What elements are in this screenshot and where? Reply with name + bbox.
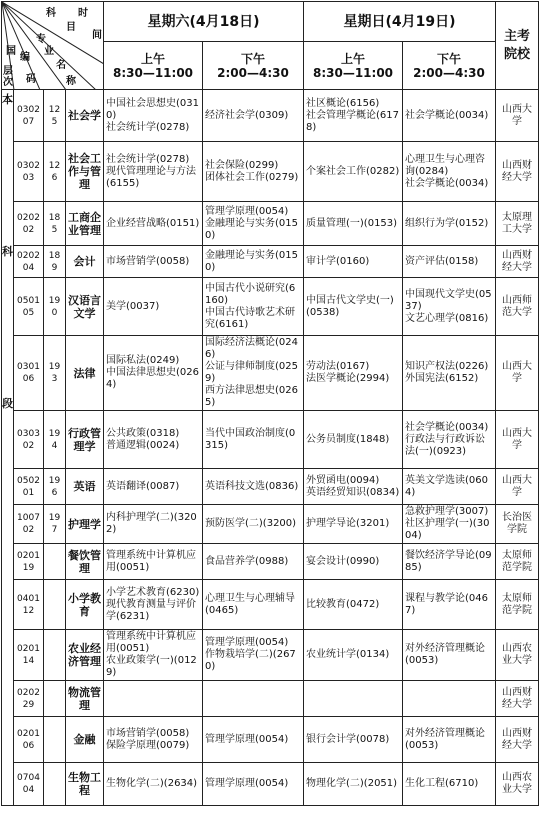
major-code-cell (44, 763, 66, 806)
table-row (2, 278, 539, 336)
course-cell (403, 580, 496, 630)
course-entry: 英美文学选读(0604) (405, 474, 488, 498)
course-cell (304, 142, 403, 202)
course-cell (104, 505, 203, 544)
course-entry: 知识产权法(0226) (405, 361, 489, 372)
university-cell: 山西大学 (496, 90, 539, 142)
major-code-cell: 185 (44, 202, 66, 246)
major-name-cell: 法律 (66, 336, 104, 411)
university-cell: 山西财经大学 (496, 681, 539, 717)
course-cell (203, 202, 304, 246)
course-cell (203, 246, 304, 278)
national-code-cell: 020229 (14, 681, 44, 717)
university-cell: 山西师范大学 (496, 278, 539, 336)
course-entry: 资产评估(0158) (405, 255, 479, 267)
course-cell (104, 90, 203, 142)
course-cell (304, 202, 403, 246)
course-cell (403, 278, 496, 336)
course-cell (403, 763, 496, 806)
course-cell (104, 469, 203, 505)
course-entry: 中国现代文学史(0537) (405, 288, 492, 312)
course-entry: 企业经营战略(0151) (106, 217, 200, 229)
course-cell (304, 681, 403, 717)
course-entry: 生物化学(二)(2634) (106, 778, 198, 789)
major-name-cell: 工商企业管理 (66, 202, 104, 246)
course-entry: 生化工程(6710) (405, 778, 479, 789)
course-cell (403, 411, 496, 469)
university-cell: 山西大学 (496, 411, 539, 469)
course-cell (304, 580, 403, 630)
course-cell (203, 278, 304, 336)
course-entry: 公务员制度(1848) (306, 433, 390, 445)
slot-header: 下午 2:00—4:30 (203, 42, 304, 90)
course-entry: 社会保险(0299) (205, 159, 279, 171)
national-code-cell: 020119 (14, 544, 44, 580)
major-name-cell: 金融 (66, 717, 104, 763)
course-entry: 组织行为学(0152) (405, 217, 489, 229)
course-entry: 物理化学(二)(2051) (306, 778, 398, 789)
course-cell (403, 336, 496, 411)
university-cell: 山西大学 (496, 469, 539, 505)
corner-label: 业 (44, 46, 54, 57)
course-cell (304, 469, 403, 505)
course-entry: 社会学概论(0034) (405, 177, 489, 189)
level-cell (2, 90, 14, 806)
course-cell (203, 763, 304, 806)
course-entry: 外国宪法(6152) (405, 373, 479, 384)
course-cell (203, 630, 304, 681)
course-entry: 市场营销学(0058) (106, 255, 190, 267)
corner-label: 码 (26, 74, 36, 85)
corner-label: 称 (66, 76, 76, 87)
course-cell (203, 681, 304, 717)
course-cell (403, 717, 496, 763)
course-entry: 审计学(0160) (306, 255, 370, 267)
course-entry: 行政法与行政诉讼法(一)(0923) (405, 433, 485, 457)
corner-label: 科 (46, 8, 56, 19)
course-entry: 社会统计学(0278) (106, 121, 190, 133)
schedule-table (1, 1, 539, 806)
major-code-cell: 193 (44, 336, 66, 411)
course-cell (104, 544, 203, 580)
major-code-cell (44, 580, 66, 630)
university-cell: 山西财经大学 (496, 717, 539, 763)
major-name-cell: 护理学 (66, 505, 104, 544)
course-entry: 心理卫生与心理辅导(0465) (205, 592, 295, 616)
course-cell (104, 142, 203, 202)
course-entry: 中国社会思想史(0310) (106, 97, 199, 121)
course-entry: 公证与律师制度(0259) (205, 361, 298, 384)
course-entry: 中国法律思想史(0264) (106, 367, 199, 390)
major-code-cell: 189 (44, 246, 66, 278)
table-row (2, 544, 539, 580)
course-cell (104, 630, 203, 681)
major-name-cell: 生物工程 (66, 763, 104, 806)
national-code-cell: 020202 (14, 202, 44, 246)
course-entry: 普通逻辑(0024) (106, 439, 180, 451)
table-row (2, 469, 539, 505)
course-cell (104, 202, 203, 246)
course-entry: 护理学导论(3201) (306, 518, 390, 529)
course-entry: 比较教育(0472) (306, 598, 380, 610)
course-entry: 管理学原理(0054) (205, 778, 289, 789)
course-cell (104, 763, 203, 806)
course-entry: 管理系统中计算机应用(0051) (106, 631, 196, 654)
course-entry: 对外经济管理概论(0053) (405, 643, 485, 666)
course-cell (403, 630, 496, 681)
course-cell (104, 246, 203, 278)
national-code-cell: 020114 (14, 630, 44, 681)
course-entry: 社区概论(6156) (306, 97, 380, 109)
course-cell (304, 246, 403, 278)
major-code-cell: 125 (44, 90, 66, 142)
table-row (2, 411, 539, 469)
course-entry: 英语经贸知识(0834) (306, 486, 400, 498)
national-code-cell: 030302 (14, 411, 44, 469)
course-entry: 金融理论与实务(0150) (205, 249, 298, 273)
university-cell: 太原师范学院 (496, 544, 539, 580)
course-entry: 美学(0037) (106, 300, 160, 312)
course-entry: 管理学原理(0054) (205, 733, 289, 745)
course-entry: 农业统计学(0134) (306, 649, 390, 660)
national-code-cell: 030203 (14, 142, 44, 202)
table-row (2, 142, 539, 202)
major-name-cell: 餐饮管理 (66, 544, 104, 580)
university-cell: 山西农业大学 (496, 763, 539, 806)
course-entry: 国际私法(0249) (106, 355, 180, 366)
course-cell (403, 246, 496, 278)
table-row (2, 202, 539, 246)
course-entry: 内科护理学(二)(3202) (106, 512, 197, 535)
major-name-cell: 小学教育 (66, 580, 104, 630)
major-code-cell: 190 (44, 278, 66, 336)
major-name-cell: 行政管理学 (66, 411, 104, 469)
course-cell (304, 336, 403, 411)
university-cell: 山西农业大学 (496, 630, 539, 681)
major-code-cell (44, 544, 66, 580)
national-code-cell: 070404 (14, 763, 44, 806)
course-entry: 管理学原理(0054) (205, 637, 289, 648)
slot-header: 上午 8:30—11:00 (104, 42, 203, 90)
course-cell (104, 717, 203, 763)
course-cell (304, 717, 403, 763)
table-row (2, 717, 539, 763)
course-entry: 课程与教学论(0467) (405, 592, 488, 616)
university-cell: 长治医学院 (496, 505, 539, 544)
course-entry: 预防医学(二)(3200) (205, 518, 297, 529)
course-cell (304, 630, 403, 681)
table-row (2, 630, 539, 681)
university-cell: 山西财经大学 (496, 142, 539, 202)
course-entry: 食品营养学(0988) (205, 555, 289, 567)
course-entry: 金融理论与实务(0150) (205, 217, 298, 241)
course-entry: 公共政策(0318) (106, 427, 180, 439)
level-label-bottom: 段 (2, 397, 13, 410)
course-cell (403, 505, 496, 544)
course-cell (403, 681, 496, 717)
course-cell (304, 90, 403, 142)
day-header-saturday: 星期六(4月18日) (104, 2, 304, 42)
course-cell (203, 469, 304, 505)
corner-label: 层 (3, 66, 13, 77)
major-code-cell: 126 (44, 142, 66, 202)
course-cell (304, 278, 403, 336)
major-name-cell: 社会工作与管理 (66, 142, 104, 202)
course-entry: 劳动法(0167) (306, 361, 370, 372)
day-header-sunday: 星期日(4月19日) (304, 2, 496, 42)
university-cell: 山西财经大学 (496, 246, 539, 278)
course-entry: 现代教育测量与评价学(6231) (106, 598, 196, 622)
course-entry: 中国古代诗歌艺术研究(6161) (205, 306, 295, 330)
course-cell (203, 336, 304, 411)
course-cell (304, 544, 403, 580)
major-code-cell: 194 (44, 411, 66, 469)
course-cell (304, 763, 403, 806)
corner-label: 次 (3, 77, 13, 88)
course-cell (104, 336, 203, 411)
course-entry: 银行会计学(0078) (306, 733, 390, 745)
course-entry: 社会学概论(0034) (405, 421, 489, 433)
course-entry: 农业政策学(一)(0129) (106, 655, 197, 678)
university-cell: 山西大学 (496, 336, 539, 411)
course-cell (203, 90, 304, 142)
corner-label: 间 (92, 30, 102, 41)
corner-label: 时 (78, 8, 88, 19)
course-cell (104, 411, 203, 469)
course-entry: 质量管理(一)(0153) (306, 217, 398, 229)
course-entry: 社会管理学概论(6178) (306, 109, 399, 133)
course-entry: 社会统计学(0278) (106, 153, 190, 165)
course-entry: 国际经济法概论(0246) (205, 337, 298, 360)
level-label-mid: 科 (2, 245, 13, 258)
corner-label: 名 (56, 60, 66, 71)
course-cell (203, 411, 304, 469)
course-cell (203, 717, 304, 763)
course-cell (403, 202, 496, 246)
national-code-cell: 020106 (14, 717, 44, 763)
national-code-cell: 050105 (14, 278, 44, 336)
national-code-cell: 100702 (14, 505, 44, 544)
course-cell (304, 505, 403, 544)
course-entry: 市场营销学(0058) (106, 727, 190, 739)
course-cell (203, 544, 304, 580)
course-cell (104, 580, 203, 630)
course-entry: 社区护理学(一)(3004) (405, 518, 490, 541)
university-header: 主考院校 (496, 2, 539, 90)
major-code-cell (44, 681, 66, 717)
course-entry: 餐饮经济学导论(0985) (405, 549, 492, 573)
table-row (2, 763, 539, 806)
level-label-top: 本 (2, 93, 13, 106)
slot-header: 下午 2:00—4:30 (403, 42, 496, 90)
course-cell (304, 411, 403, 469)
major-code-cell: 197 (44, 505, 66, 544)
university-cell: 太原理工大学 (496, 202, 539, 246)
major-name-cell: 农业经济管理 (66, 630, 104, 681)
corner-label: 专 (36, 34, 46, 45)
course-entry: 急救护理学(3007) (405, 506, 489, 517)
major-name-cell: 英语 (66, 469, 104, 505)
national-code-cell: 030207 (14, 90, 44, 142)
course-cell (403, 90, 496, 142)
course-entry: 对外经济管理概论(0053) (405, 727, 485, 751)
table-row (2, 246, 539, 278)
course-cell (203, 142, 304, 202)
course-cell (403, 142, 496, 202)
course-entry: 宴会设计(0990) (306, 555, 380, 567)
course-entry: 中国古代文学史(一)(0538) (306, 294, 394, 318)
university-cell: 太原师范学院 (496, 580, 539, 630)
course-cell (403, 469, 496, 505)
course-entry: 法医学概论(2994) (306, 373, 390, 384)
corner-label: 编 (20, 52, 30, 63)
course-entry: 小学艺术教育(6230) (106, 586, 200, 598)
table-row (2, 336, 539, 411)
major-name-cell: 社会学 (66, 90, 104, 142)
course-cell (104, 681, 203, 717)
table-row (2, 90, 539, 142)
corner-label: 目 (66, 22, 76, 33)
header-corner (2, 2, 104, 90)
slot-header: 上午 8:30—11:00 (304, 42, 403, 90)
course-entry: 现代管理理论与方法(6155) (106, 165, 196, 189)
course-entry: 当代中国政治制度(0315) (205, 427, 296, 451)
course-cell (203, 580, 304, 630)
course-cell (104, 278, 203, 336)
course-entry: 管理系统中计算机应用(0051) (106, 549, 196, 573)
table-row (2, 505, 539, 544)
course-entry: 外贸函电(0094) (306, 474, 380, 486)
course-entry: 英语翻译(0087) (106, 480, 180, 492)
course-entry: 保险学原理(0079) (106, 739, 190, 751)
course-entry: 经济社会学(0309) (205, 109, 289, 121)
table-row (2, 580, 539, 630)
major-name-cell: 会计 (66, 246, 104, 278)
course-entry: 社会学概论(0034) (405, 109, 489, 121)
course-entry: 作物栽培学(二)(2670) (205, 649, 296, 672)
course-entry: 团体社会工作(0279) (205, 171, 299, 183)
course-entry: 中国古代小说研究(6160) (205, 282, 296, 306)
national-code-cell: 030106 (14, 336, 44, 411)
corner-label: 国 (6, 46, 16, 57)
national-code-cell: 040112 (14, 580, 44, 630)
course-entry: 个案社会工作(0282) (306, 165, 400, 177)
table-row (2, 681, 539, 717)
course-entry: 西方法律思想史(0265) (205, 385, 298, 408)
major-name-cell: 汉语言文学 (66, 278, 104, 336)
course-entry: 管理学原理(0054) (205, 205, 289, 217)
course-entry: 心理卫生与心理咨询(0284) (405, 153, 485, 177)
course-entry: 英语科技文选(0836) (205, 480, 299, 492)
course-cell (203, 505, 304, 544)
course-cell (403, 544, 496, 580)
major-code-cell (44, 717, 66, 763)
course-entry: 文艺心理学(0816) (405, 312, 489, 324)
major-code-cell (44, 630, 66, 681)
major-name-cell: 物流管理 (66, 681, 104, 717)
national-code-cell: 020204 (14, 246, 44, 278)
national-code-cell: 050201 (14, 469, 44, 505)
major-code-cell: 196 (44, 469, 66, 505)
